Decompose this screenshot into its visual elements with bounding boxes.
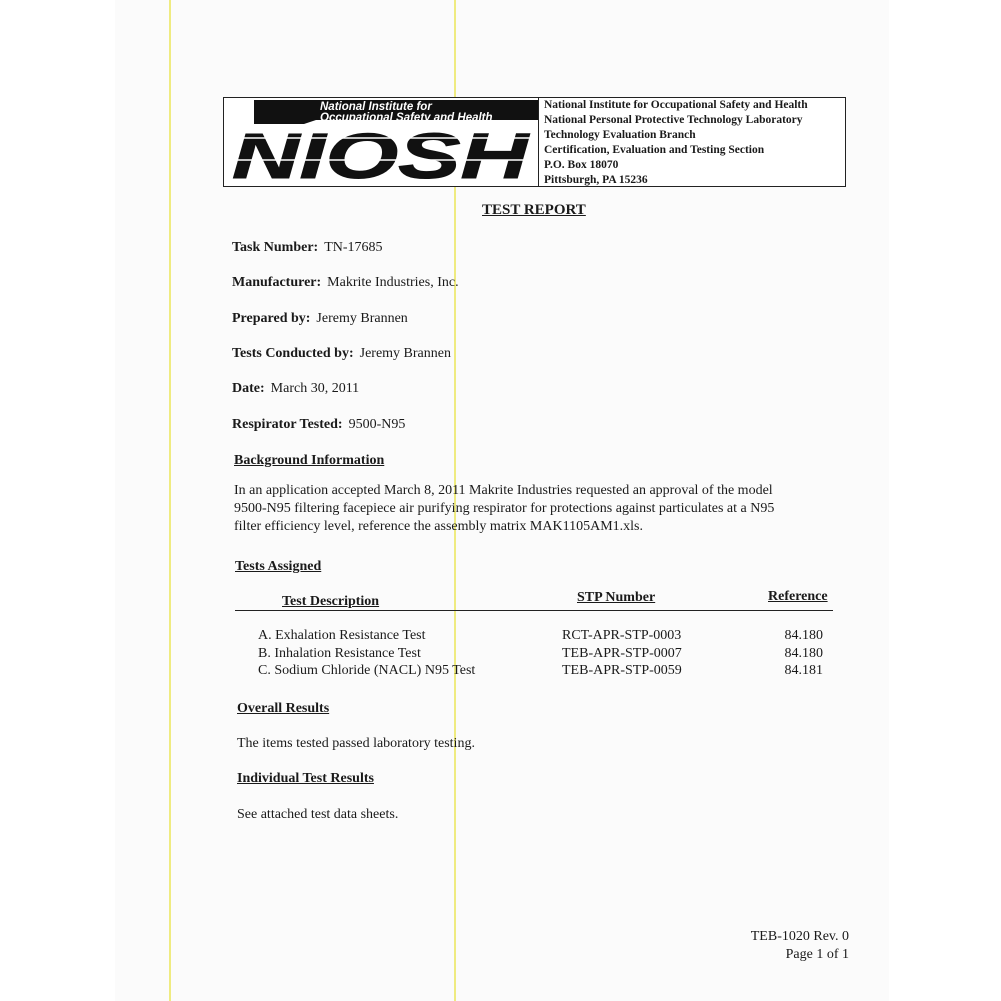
task-number-value: TN-17685 xyxy=(324,240,383,255)
page-footer xyxy=(751,928,849,964)
tests-conducted-by-value: Jeremy Brannen xyxy=(359,346,451,361)
table-row xyxy=(258,646,833,664)
background-line: 9500-N95 filtering facepiece air purifying respirator for protections against particulates at a N95 xyxy=(234,501,775,516)
stp-number-cell: TEB-APR-STP-0007 xyxy=(562,646,682,661)
date-field xyxy=(232,381,359,397)
manufacturer-label: Manufacturer: xyxy=(232,275,322,290)
agency-line: Certification, Evaluation and Testing Section xyxy=(544,144,765,156)
date-label: Date: xyxy=(232,381,265,396)
agency-line: National Institute for Occupational Safety and Health xyxy=(544,99,808,111)
reference-cell: 84.181 xyxy=(784,663,823,678)
prepared-by-label: Prepared by: xyxy=(232,311,311,326)
form-number: TEB-1020 Rev. 0 xyxy=(750,929,849,944)
tests-conducted-by-field xyxy=(232,346,451,362)
agency-line: National Personal Protective Technology Laboratory xyxy=(544,114,803,126)
report-title: TEST REPORT xyxy=(482,202,586,218)
task-number-field xyxy=(232,240,383,256)
test-description-cell: C. Sodium Chloride (NACL) N95 Test xyxy=(258,663,476,678)
date-value: March 30, 2011 xyxy=(270,381,360,396)
table-row xyxy=(258,628,833,646)
agency-address xyxy=(544,98,808,188)
col-header-test-description: Test Description xyxy=(282,594,380,609)
agency-line: P.O. Box 18070 xyxy=(544,159,619,171)
col-header-stp-number: STP Number xyxy=(577,590,656,605)
background-line: In an application accepted March 8, 2011 Makrite Industries requested an approval of the model xyxy=(234,483,773,498)
prepared-by-field xyxy=(232,311,408,327)
test-description-cell: B. Inhalation Resistance Test xyxy=(258,646,421,661)
respirator-tested-label: Respirator Tested: xyxy=(232,417,343,432)
task-number-label: Task Number: xyxy=(232,240,319,255)
test-description-cell: A. Exhalation Resistance Test xyxy=(258,628,426,643)
tests-assigned-heading: Tests Assigned xyxy=(235,559,322,574)
col-header-reference: Reference xyxy=(768,589,828,604)
letterhead xyxy=(223,97,846,187)
background-paragraph xyxy=(234,482,834,536)
background-heading: Background Information xyxy=(234,453,385,468)
stp-number-cell: RCT-APR-STP-0003 xyxy=(562,628,682,643)
stp-number-cell: TEB-APR-STP-0059 xyxy=(562,663,682,678)
reference-cell: 84.180 xyxy=(784,646,823,661)
overall-results-text: The items tested passed laboratory testing. xyxy=(237,736,475,751)
agency-line: Technology Evaluation Branch xyxy=(544,129,696,141)
individual-results-heading: Individual Test Results xyxy=(237,771,374,786)
respirator-tested-value: 9500-N95 xyxy=(348,417,406,432)
prepared-by-value: Jeremy Brannen xyxy=(316,311,408,326)
individual-results-text: See attached test data sheets. xyxy=(237,807,399,822)
scan-line-left xyxy=(169,0,171,1001)
tests-conducted-by-label: Tests Conducted by: xyxy=(232,346,354,361)
manufacturer-field xyxy=(232,275,459,291)
svg-text:NIOSH: NIOSH xyxy=(232,120,531,186)
svg-text:Occupational Safety and Health: Occupational Safety and Health xyxy=(320,112,493,124)
table-row xyxy=(258,663,833,681)
agency-line: Pittsburgh, PA 15236 xyxy=(544,174,648,186)
reference-cell: 84.180 xyxy=(784,628,823,643)
overall-results-heading: Overall Results xyxy=(237,701,330,716)
niosh-logo xyxy=(224,98,539,186)
table-header-rule xyxy=(235,610,833,611)
manufacturer-value: Makrite Industries, Inc. xyxy=(327,275,459,290)
svg-text:National Institute for: National Institute for xyxy=(320,101,432,113)
page-number: Page 1 of 1 xyxy=(785,947,849,962)
background-line: filter efficiency level, reference the assembly matrix MAK1105AM1.xls. xyxy=(234,519,643,534)
respirator-tested-field xyxy=(232,417,405,433)
